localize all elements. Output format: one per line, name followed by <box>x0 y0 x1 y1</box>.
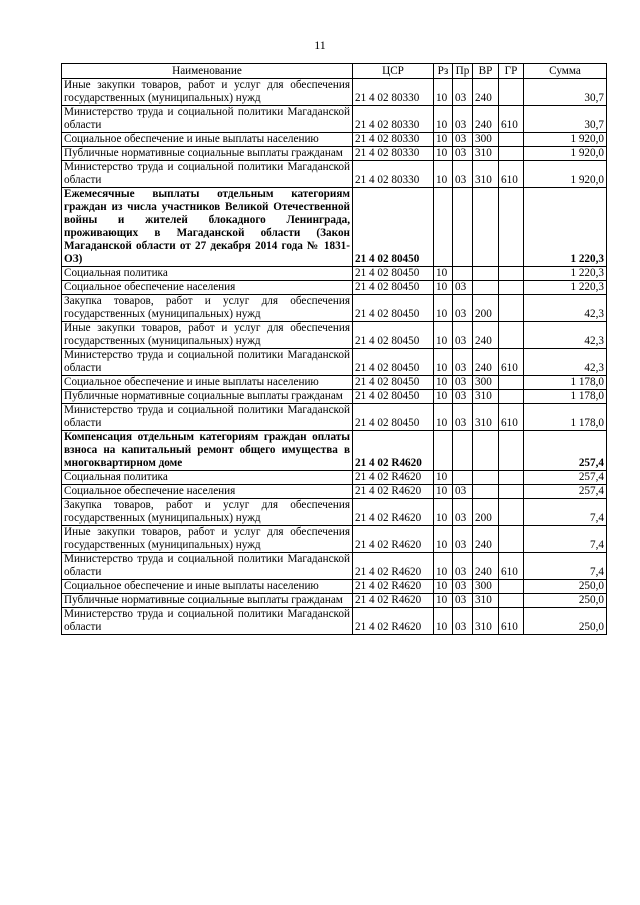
row-pr-cell: 03 <box>453 161 473 188</box>
row-csr-cell: 21 4 02 80450 <box>353 349 434 376</box>
row-csr-cell: 21 4 02 80330 <box>353 106 434 133</box>
row-vr-cell: 240 <box>473 106 499 133</box>
row-csr-cell: 21 4 02 80450 <box>353 322 434 349</box>
row-gr-cell <box>499 471 524 485</box>
row-sum-cell: 42,3 <box>524 295 607 322</box>
row-sum-cell: 257,4 <box>524 431 607 471</box>
row-vr-cell: 200 <box>473 295 499 322</box>
row-csr-cell: 21 4 02 R4620 <box>353 526 434 553</box>
table-row <box>62 580 607 594</box>
table-row <box>62 526 607 553</box>
row-gr-cell <box>499 188 524 267</box>
row-pr-cell: 03 <box>453 349 473 376</box>
row-rz-cell: 10 <box>434 281 453 295</box>
row-vr-cell <box>473 281 499 295</box>
row-name-cell: Министерство труда и социальной политики Магаданской области <box>62 349 353 376</box>
row-sum-cell: 250,0 <box>524 608 607 635</box>
row-gr-cell <box>499 267 524 281</box>
row-rz-cell: 10 <box>434 106 453 133</box>
row-sum-cell: 1 920,0 <box>524 133 607 147</box>
row-name-cell: Закупка товаров, работ и услуг для обеспечения государственных (муниципальных) нужд <box>62 295 353 322</box>
row-gr-cell <box>499 485 524 499</box>
page-number: 11 <box>314 38 326 52</box>
row-gr-cell: 610 <box>499 404 524 431</box>
row-gr-cell: 610 <box>499 349 524 376</box>
table-row <box>62 553 607 580</box>
row-name-cell: Компенсация отдельным категориям граждан оплаты взноса на капитальный ремонт общего имущества в многоквартирном доме <box>62 431 353 471</box>
row-sum-cell: 250,0 <box>524 580 607 594</box>
row-rz-cell: 10 <box>434 471 453 485</box>
row-csr-cell: 21 4 02 80450 <box>353 281 434 295</box>
row-sum-cell: 257,4 <box>524 471 607 485</box>
row-csr-cell: 21 4 02 80450 <box>353 267 434 281</box>
table-row <box>62 188 607 267</box>
row-rz-cell: 10 <box>434 499 453 526</box>
row-rz-cell <box>434 431 453 471</box>
row-vr-cell: 240 <box>473 526 499 553</box>
row-csr-cell: 21 4 02 R4620 <box>353 580 434 594</box>
row-csr-cell: 21 4 02 R4620 <box>353 485 434 499</box>
header-rz: Рз <box>434 64 453 79</box>
row-name-cell: Публичные нормативные социальные выплаты гражданам <box>62 147 353 161</box>
budget-table <box>61 63 607 635</box>
row-rz-cell: 10 <box>434 553 453 580</box>
row-csr-cell: 21 4 02 R4620 <box>353 553 434 580</box>
row-gr-cell <box>499 281 524 295</box>
row-vr-cell <box>473 485 499 499</box>
row-sum-cell: 1 178,0 <box>524 376 607 390</box>
header-name: Наименование <box>62 64 353 79</box>
row-vr-cell <box>473 431 499 471</box>
row-gr-cell <box>499 499 524 526</box>
row-vr-cell: 310 <box>473 147 499 161</box>
row-pr-cell: 03 <box>453 281 473 295</box>
row-csr-cell: 21 4 02 80450 <box>353 404 434 431</box>
row-sum-cell: 7,4 <box>524 526 607 553</box>
header-gr: ГР <box>499 64 524 79</box>
row-gr-cell <box>499 79 524 106</box>
row-name-cell: Министерство труда и социальной политики Магаданской области <box>62 608 353 635</box>
row-vr-cell: 300 <box>473 133 499 147</box>
row-name-cell: Социальная политика <box>62 267 353 281</box>
row-pr-cell: 03 <box>453 322 473 349</box>
row-rz-cell: 10 <box>434 608 453 635</box>
row-sum-cell: 30,7 <box>524 79 607 106</box>
row-pr-cell: 03 <box>453 390 473 404</box>
row-vr-cell <box>473 267 499 281</box>
row-csr-cell: 21 4 02 R4620 <box>353 471 434 485</box>
row-pr-cell: 03 <box>453 295 473 322</box>
row-csr-cell: 21 4 02 80450 <box>353 376 434 390</box>
row-vr-cell: 310 <box>473 390 499 404</box>
row-sum-cell: 1 178,0 <box>524 404 607 431</box>
row-csr-cell: 21 4 02 80450 <box>353 295 434 322</box>
row-rz-cell: 10 <box>434 295 453 322</box>
row-sum-cell: 1 920,0 <box>524 147 607 161</box>
row-rz-cell: 10 <box>434 390 453 404</box>
row-name-cell: Публичные нормативные социальные выплаты гражданам <box>62 390 353 404</box>
row-name-cell: Министерство труда и социальной политики Магаданской области <box>62 161 353 188</box>
row-vr-cell: 310 <box>473 608 499 635</box>
row-csr-cell: 21 4 02 80450 <box>353 390 434 404</box>
row-sum-cell: 1 220,3 <box>524 281 607 295</box>
row-gr-cell <box>499 580 524 594</box>
row-name-cell: Министерство труда и социальной политики Магаданской области <box>62 553 353 580</box>
row-vr-cell: 240 <box>473 322 499 349</box>
row-vr-cell: 310 <box>473 404 499 431</box>
row-csr-cell: 21 4 02 80330 <box>353 79 434 106</box>
row-rz-cell: 10 <box>434 376 453 390</box>
table-row <box>62 267 607 281</box>
row-name-cell: Социальная политика <box>62 471 353 485</box>
row-sum-cell: 1 220,3 <box>524 188 607 267</box>
row-pr-cell <box>453 471 473 485</box>
row-pr-cell <box>453 188 473 267</box>
row-rz-cell: 10 <box>434 79 453 106</box>
row-pr-cell: 03 <box>453 79 473 106</box>
row-pr-cell: 03 <box>453 526 473 553</box>
table-row <box>62 390 607 404</box>
row-gr-cell <box>499 594 524 608</box>
row-pr-cell: 03 <box>453 376 473 390</box>
row-pr-cell: 03 <box>453 608 473 635</box>
table-row <box>62 471 607 485</box>
row-name-cell: Министерство труда и социальной политики Магаданской области <box>62 404 353 431</box>
row-rz-cell: 10 <box>434 580 453 594</box>
row-pr-cell: 03 <box>453 404 473 431</box>
row-name-cell: Министерство труда и социальной политики Магаданской области <box>62 106 353 133</box>
row-gr-cell <box>499 431 524 471</box>
table-row <box>62 133 607 147</box>
row-rz-cell: 10 <box>434 594 453 608</box>
table-row <box>62 161 607 188</box>
row-rz-cell: 10 <box>434 349 453 376</box>
table-row <box>62 431 607 471</box>
row-vr-cell: 240 <box>473 349 499 376</box>
row-pr-cell: 03 <box>453 133 473 147</box>
row-pr-cell: 03 <box>453 485 473 499</box>
row-name-cell: Публичные нормативные социальные выплаты гражданам <box>62 594 353 608</box>
row-sum-cell: 42,3 <box>524 322 607 349</box>
row-sum-cell: 1 178,0 <box>524 390 607 404</box>
table-row <box>62 79 607 106</box>
row-vr-cell: 300 <box>473 580 499 594</box>
header-pr: Пр <box>453 64 473 79</box>
table-row <box>62 499 607 526</box>
row-gr-cell <box>499 390 524 404</box>
row-name-cell: Ежемесячные выплаты отдельным категориям граждан из числа участников Великой Отечественной войны и жителей блокадного Ленинграда, проживающих в Магаданской области (Закон Магаданской области от 27 декабря 2014 года № 1831-ОЗ) <box>62 188 353 267</box>
table-row <box>62 404 607 431</box>
row-rz-cell: 10 <box>434 133 453 147</box>
row-name-cell: Социальное обеспечение и иные выплаты населению <box>62 376 353 390</box>
row-name-cell: Социальное обеспечение и иные выплаты населению <box>62 580 353 594</box>
row-sum-cell: 1 220,3 <box>524 267 607 281</box>
table-row <box>62 594 607 608</box>
row-sum-cell: 7,4 <box>524 553 607 580</box>
row-vr-cell <box>473 471 499 485</box>
row-sum-cell: 1 920,0 <box>524 161 607 188</box>
row-gr-cell <box>499 322 524 349</box>
row-pr-cell: 03 <box>453 106 473 133</box>
row-gr-cell <box>499 133 524 147</box>
row-gr-cell <box>499 526 524 553</box>
row-rz-cell: 10 <box>434 322 453 349</box>
row-pr-cell: 03 <box>453 499 473 526</box>
header-vr: ВР <box>473 64 499 79</box>
row-vr-cell: 200 <box>473 499 499 526</box>
table-row <box>62 376 607 390</box>
row-gr-cell: 610 <box>499 608 524 635</box>
row-sum-cell: 257,4 <box>524 485 607 499</box>
row-rz-cell: 10 <box>434 485 453 499</box>
row-vr-cell: 240 <box>473 79 499 106</box>
row-rz-cell: 10 <box>434 267 453 281</box>
row-rz-cell: 10 <box>434 404 453 431</box>
table-row <box>62 485 607 499</box>
header-csr: ЦСР <box>353 64 434 79</box>
row-pr-cell <box>453 431 473 471</box>
row-gr-cell: 610 <box>499 161 524 188</box>
row-csr-cell: 21 4 02 80330 <box>353 147 434 161</box>
table-row <box>62 281 607 295</box>
row-csr-cell: 21 4 02 R4620 <box>353 431 434 471</box>
row-pr-cell: 03 <box>453 147 473 161</box>
row-gr-cell <box>499 376 524 390</box>
row-sum-cell: 30,7 <box>524 106 607 133</box>
row-rz-cell: 10 <box>434 526 453 553</box>
row-name-cell: Иные закупки товаров, работ и услуг для обеспечения государственных (муниципальных) нужд <box>62 526 353 553</box>
row-name-cell: Иные закупки товаров, работ и услуг для обеспечения государственных (муниципальных) нужд <box>62 79 353 106</box>
row-gr-cell <box>499 147 524 161</box>
row-gr-cell: 610 <box>499 106 524 133</box>
row-pr-cell: 03 <box>453 553 473 580</box>
row-name-cell: Социальное обеспечение и иные выплаты населению <box>62 133 353 147</box>
row-name-cell: Иные закупки товаров, работ и услуг для обеспечения государственных (муниципальных) нужд <box>62 322 353 349</box>
table-header-row <box>62 64 607 79</box>
row-csr-cell: 21 4 02 80330 <box>353 161 434 188</box>
row-pr-cell <box>453 267 473 281</box>
row-sum-cell: 250,0 <box>524 594 607 608</box>
row-name-cell: Социальное обеспечение населения <box>62 281 353 295</box>
row-gr-cell <box>499 295 524 322</box>
table-row <box>62 106 607 133</box>
table-row <box>62 349 607 376</box>
row-name-cell: Закупка товаров, работ и услуг для обеспечения государственных (муниципальных) нужд <box>62 499 353 526</box>
table-row <box>62 295 607 322</box>
row-rz-cell <box>434 188 453 267</box>
row-vr-cell: 300 <box>473 376 499 390</box>
table-row <box>62 608 607 635</box>
row-vr-cell: 240 <box>473 553 499 580</box>
row-sum-cell: 7,4 <box>524 499 607 526</box>
row-csr-cell: 21 4 02 80450 <box>353 188 434 267</box>
row-rz-cell: 10 <box>434 161 453 188</box>
row-csr-cell: 21 4 02 R4620 <box>353 499 434 526</box>
table-row <box>62 322 607 349</box>
row-pr-cell: 03 <box>453 580 473 594</box>
row-pr-cell: 03 <box>453 594 473 608</box>
row-sum-cell: 42,3 <box>524 349 607 376</box>
row-rz-cell: 10 <box>434 147 453 161</box>
row-csr-cell: 21 4 02 80330 <box>353 133 434 147</box>
row-vr-cell: 310 <box>473 594 499 608</box>
row-vr-cell <box>473 188 499 267</box>
row-name-cell: Социальное обеспечение населения <box>62 485 353 499</box>
header-sum: Сумма <box>524 64 607 79</box>
row-csr-cell: 21 4 02 R4620 <box>353 608 434 635</box>
row-gr-cell: 610 <box>499 553 524 580</box>
table-row <box>62 147 607 161</box>
row-csr-cell: 21 4 02 R4620 <box>353 594 434 608</box>
row-vr-cell: 310 <box>473 161 499 188</box>
